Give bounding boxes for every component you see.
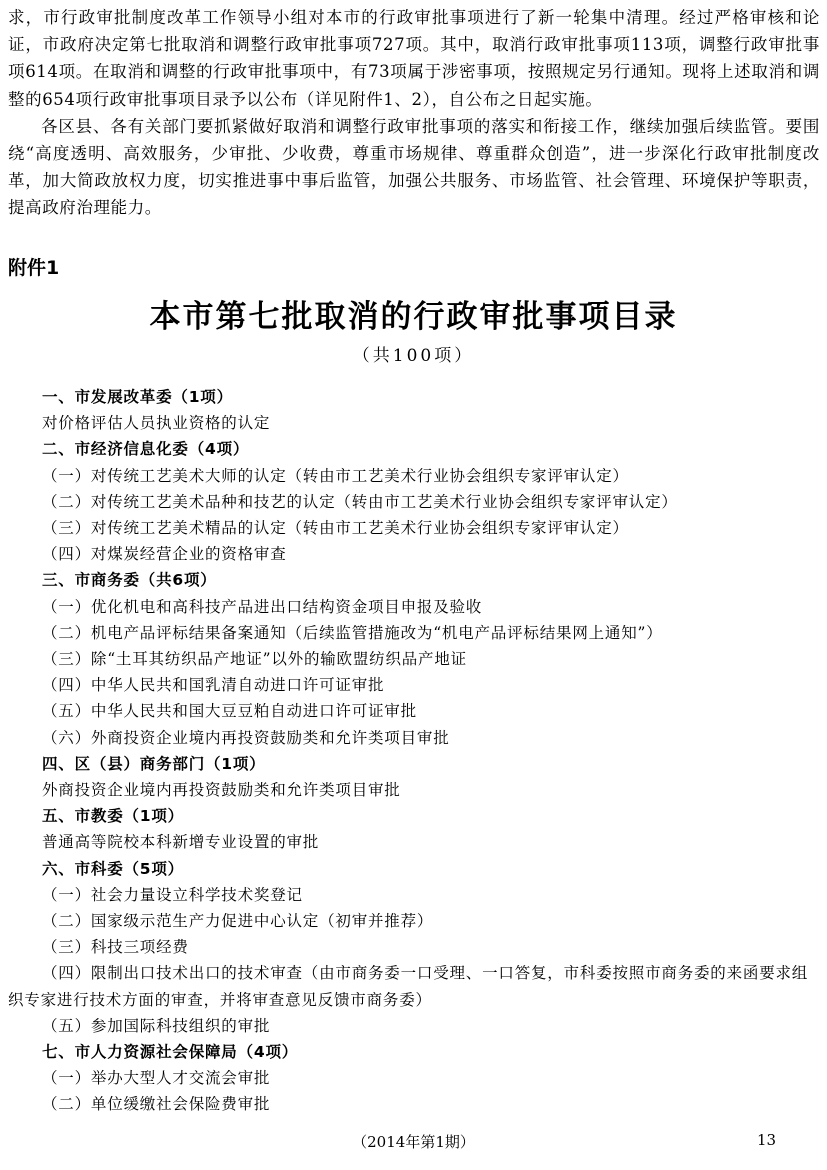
approval-item: （四）中华人民共和国乳清自动进口许可证审批: [42, 676, 385, 695]
issue-label: （2014年第1期）: [352, 1133, 475, 1151]
approval-item: （五）中华人民共和国大豆豆粕自动进口许可证审批: [42, 702, 417, 721]
approval-item: 外商投资企业境内再投资鼓励类和允许类项目审批: [42, 781, 401, 800]
department-heading: 一、市发展改革委（1项）: [42, 388, 233, 406]
approval-item: （三）科技三项经费: [42, 938, 189, 957]
approval-item: （五）参加国际科技组织的审批: [42, 1016, 271, 1035]
approval-item: 对价格评估人员执业资格的认定: [42, 414, 271, 433]
department-heading: 六、市科委（5项）: [42, 859, 184, 878]
department-heading: 三、市商务委（共6项）: [42, 571, 217, 590]
approval-item: （六）外商投资企业境内再投资鼓励类和允许类项目审批: [42, 728, 450, 747]
approval-item: （二）对传统工艺美术品种和技艺的认定（转由市工艺美术行业协会组织专家评审认定）: [42, 492, 678, 511]
intro-paragraph-1: 求，市行政审批制度改革工作领导小组对本市的行政审批事项进行了新一轮集中清理。经过严格审核和论证，市政府决定第七批取消和调整行政审批事项727项。其中，取消行政审批事项113项，调整行政审批事项614项。在取消和调整的行政审批事项中，有73项属于涉密事项，按照规定另行通知。现将上述取消和调整的654项行政审批事项目录予以公布（详见附件1、2），自公布之日起实施。: [8, 8, 820, 109]
approval-item: （三）除“土耳其纺织品产地证”以外的输欧盟纺织品产地证: [42, 650, 467, 669]
intro-paragraph-2: 各区县、各有关部门要抓紧做好取消和调整行政审批事项的落实和衔接工作，继续加强后续监管。要围绕“高度透明、高效服务，少审批、少收费，尊重市场规律、尊重群众创造”，进一步深化行政审批制度改革，加大简政放权力度，切实推进事中事后监管，加强公共服务、市场监管、社会管理、环境保护等职责，提高政府治理能力。: [8, 116, 820, 218]
approval-item: （三）对传统工艺美术精品的认定（转由市工艺美术行业协会组织专家评审认定）: [42, 519, 629, 538]
approval-item: （二）国家级示范生产力促进中心认定（初审并推荐）: [42, 912, 434, 931]
department-heading: 五、市教委（1项）: [42, 807, 184, 826]
department-heading: 四、区（县）商务部门（1项）: [42, 754, 266, 773]
department-heading: 七、市人力资源社会保障局（4项）: [42, 1043, 299, 1062]
approval-item: （一）优化机电和高科技产品进出口结构资金项目申报及验收: [42, 597, 483, 616]
approval-item: （一）对传统工艺美术大师的认定（转由市工艺美术行业协会组织专家评审认定）: [42, 466, 629, 485]
approval-item: （四）限制出口技术出口的技术审查（由市商务委一口受理、一口答复，市科委按照市商务委的来函要求组织专家进行技术方面的审查，并将审查意见反馈市商务委）: [8, 964, 809, 1009]
item-count-subtitle: （共100项）: [352, 346, 475, 366]
intro-text: [8, 4, 820, 222]
page-title: 本市第七批取消的行政审批事项目录: [149, 299, 678, 335]
approval-item: （二）机电产品评标结果备案通知（后续监管措施改为“机电产品评标结果网上通知”）: [42, 623, 663, 642]
page-number: 13: [757, 1131, 777, 1149]
approval-item: 普通高等院校本科新增专业设置的审批: [42, 833, 320, 852]
approval-item: （一）社会力量设立科学技术奖登记: [42, 885, 303, 904]
attachment-label: 附件1: [8, 257, 60, 279]
department-heading: 二、市经济信息化委（4项）: [42, 440, 250, 459]
approval-item: （四）对煤炭经营企业的资格审查: [42, 545, 287, 564]
approval-item: （一）举办大型人才交流会审批: [42, 1069, 271, 1088]
approval-item-list: [8, 384, 820, 1118]
approval-item: （二）单位缓缴社会保险费审批: [42, 1095, 271, 1114]
